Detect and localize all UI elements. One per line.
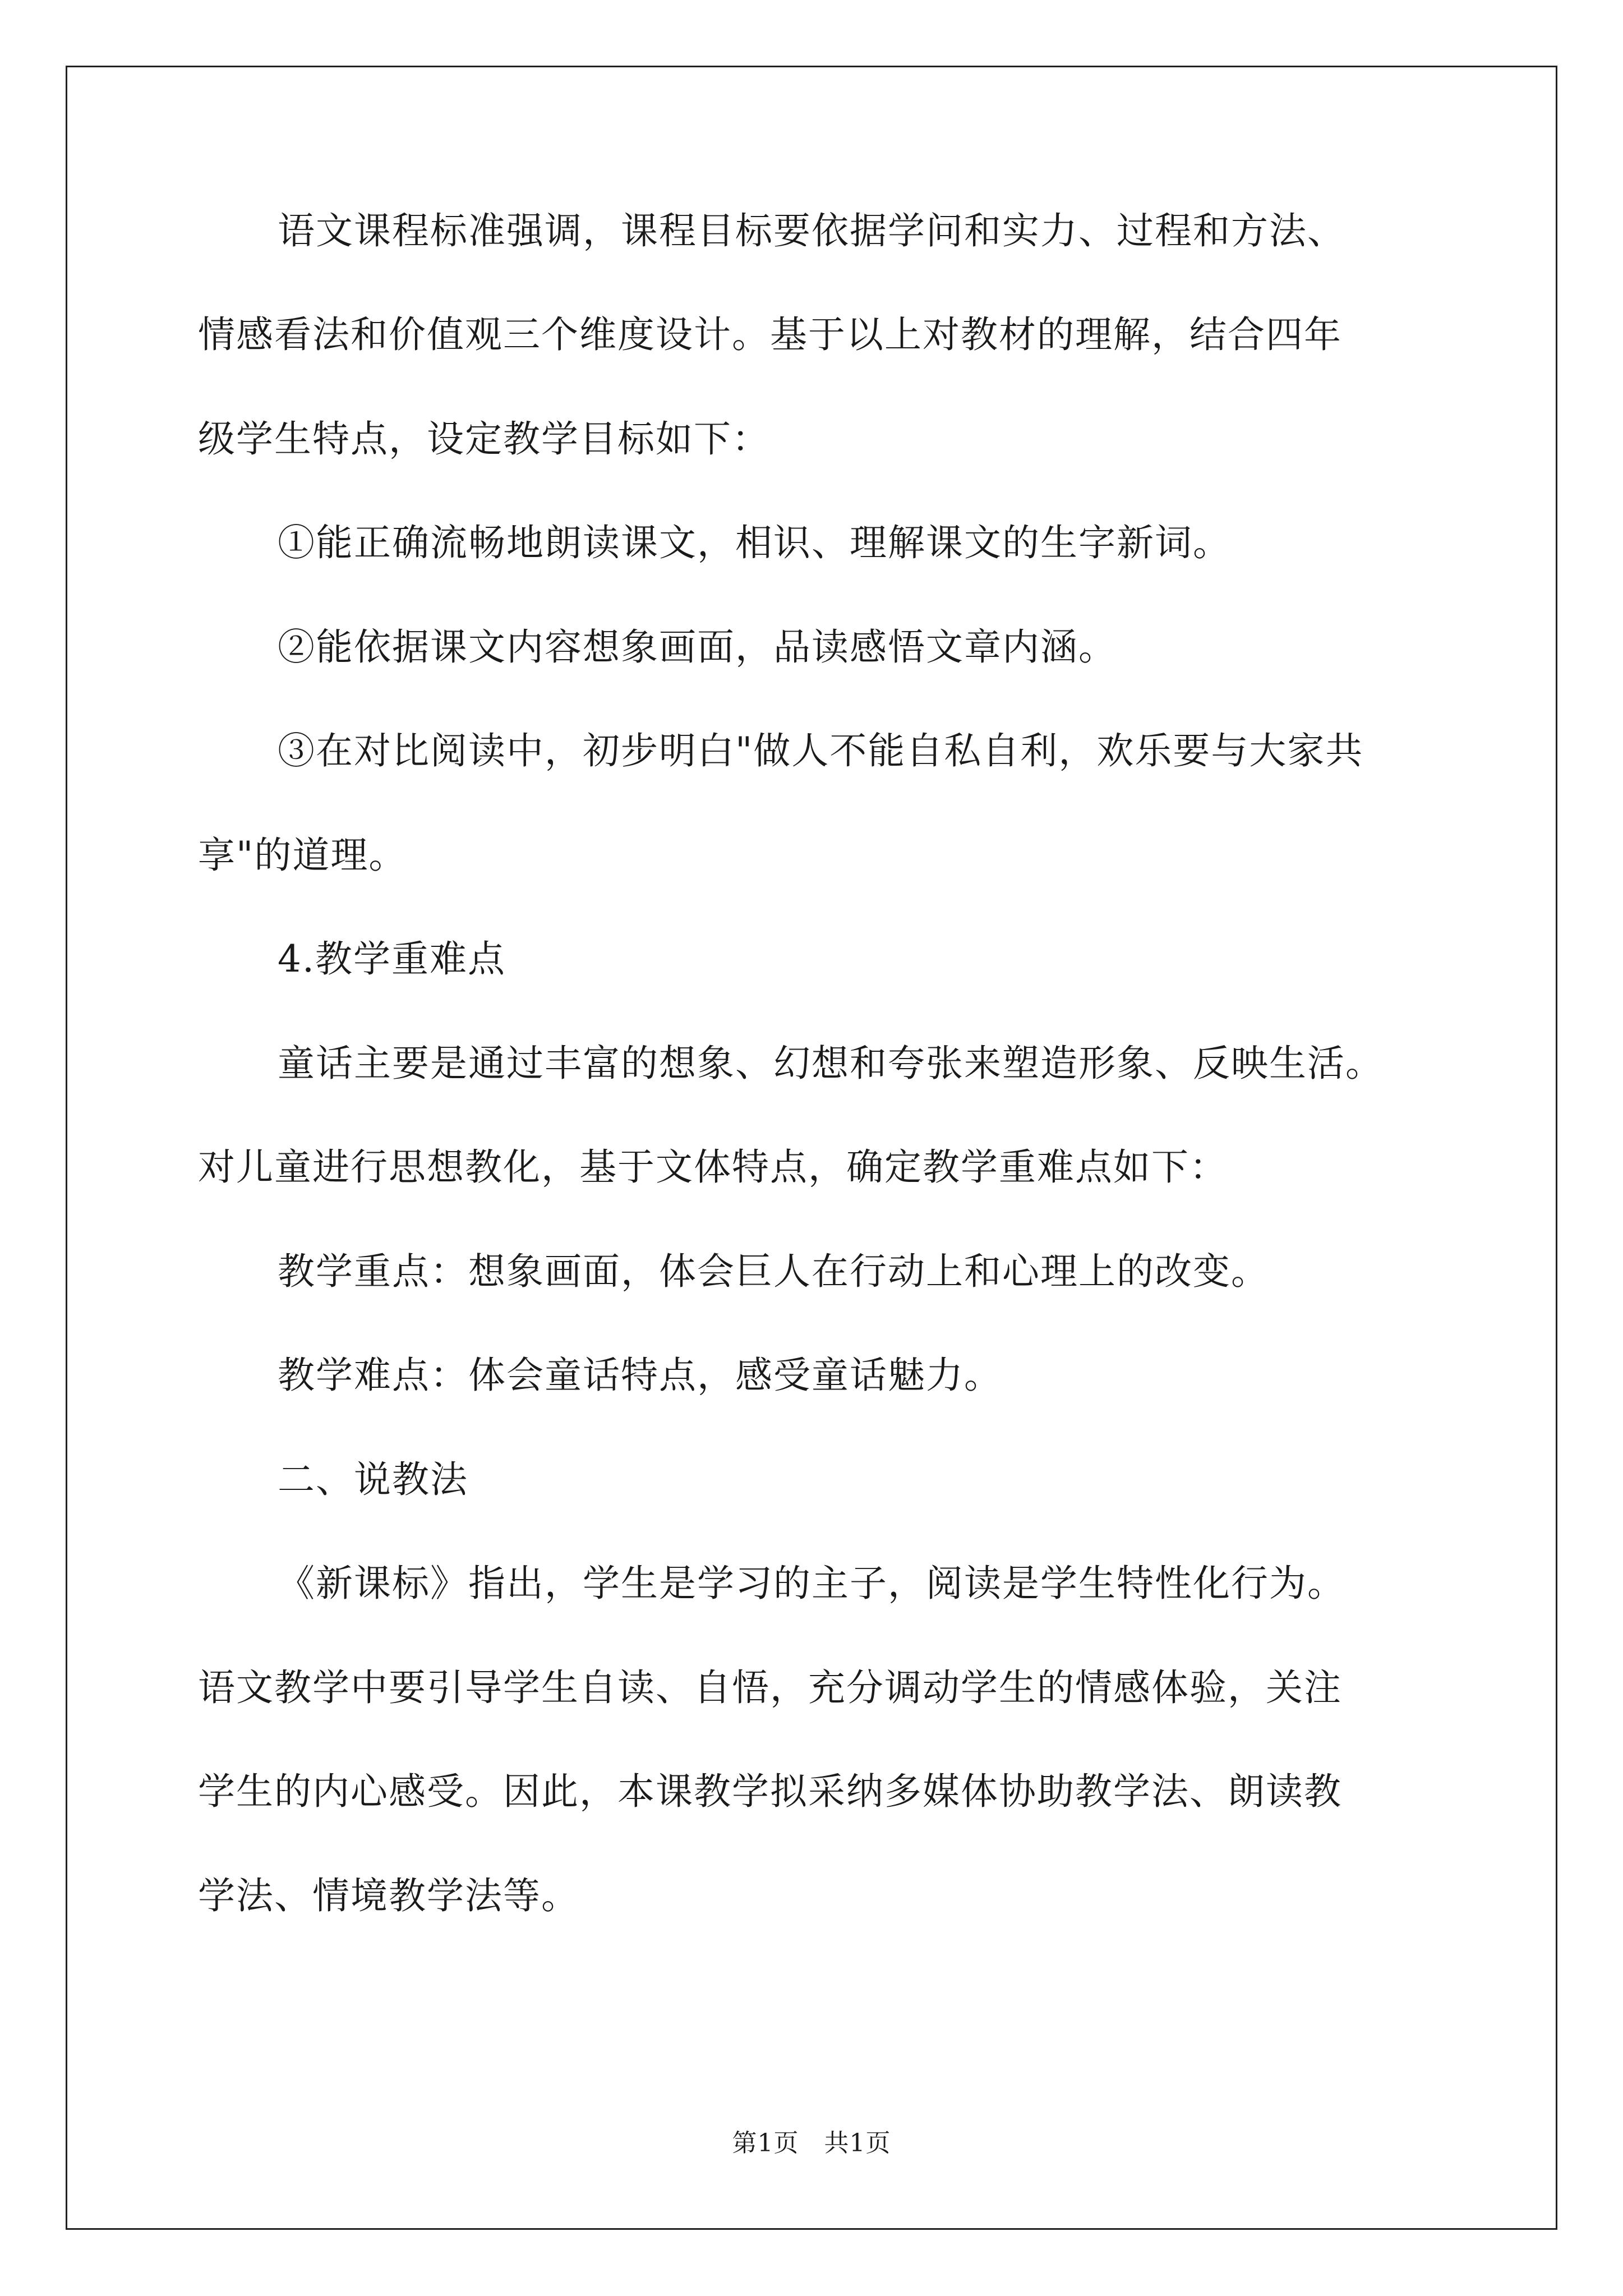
paragraph-line: ①能正确流畅地朗读课文，相识、理解课文的生字新词。: [278, 521, 1231, 564]
section-heading: 二、说教法: [278, 1458, 468, 1501]
paragraph-line: 情感看法和价值观三个维度设计。基于以上对教材的理解，结合四年: [198, 313, 1342, 356]
paragraph-line: 教学重点：想象画面，体会巨人在行动上和心理上的改变。: [278, 1250, 1269, 1293]
paragraph-line: 语文教学中要引导学生自读、自悟，充分调动学生的情感体验，关注: [198, 1666, 1342, 1709]
section-heading: 4.教学重难点: [278, 937, 506, 981]
paragraph-line: 童话主要是通过丰富的想象、幻想和夸张来塑造形象、反映生活。: [278, 1042, 1384, 1085]
paragraph-line: 对儿童进行思想教化，基于文体特点，确定教学重难点如下：: [198, 1145, 1228, 1189]
paragraph-line: 语文课程标准强调，课程目标要依据学问和实力、过程和方法、: [278, 209, 1345, 252]
paragraph-line: ②能依据课文内容想象画面，品读感悟文章内涵。: [278, 625, 1117, 669]
page-number-footer: 第1页 共1页: [732, 2129, 891, 2157]
paragraph-line: 学生的内心感受。因此，本课教学拟采纳多媒体协助教学法、朗读教: [198, 1770, 1342, 1813]
paragraph-line: 级学生特点，设定教学目标如下：: [198, 417, 770, 461]
paragraph-line: ③在对比阅读中，初步明白"做人不能自私自利，欢乐要与大家共: [278, 729, 1364, 772]
paragraph-line: 《新课标》指出，学生是学习的主子，阅读是学生特性化行为。: [278, 1562, 1345, 1605]
paragraph-line: 教学难点：体会童话特点，感受童话魅力。: [278, 1354, 1002, 1397]
paragraph-line: 学法、情境教学法等。: [198, 1874, 579, 1917]
paragraph-line: 享"的道理。: [198, 834, 407, 877]
